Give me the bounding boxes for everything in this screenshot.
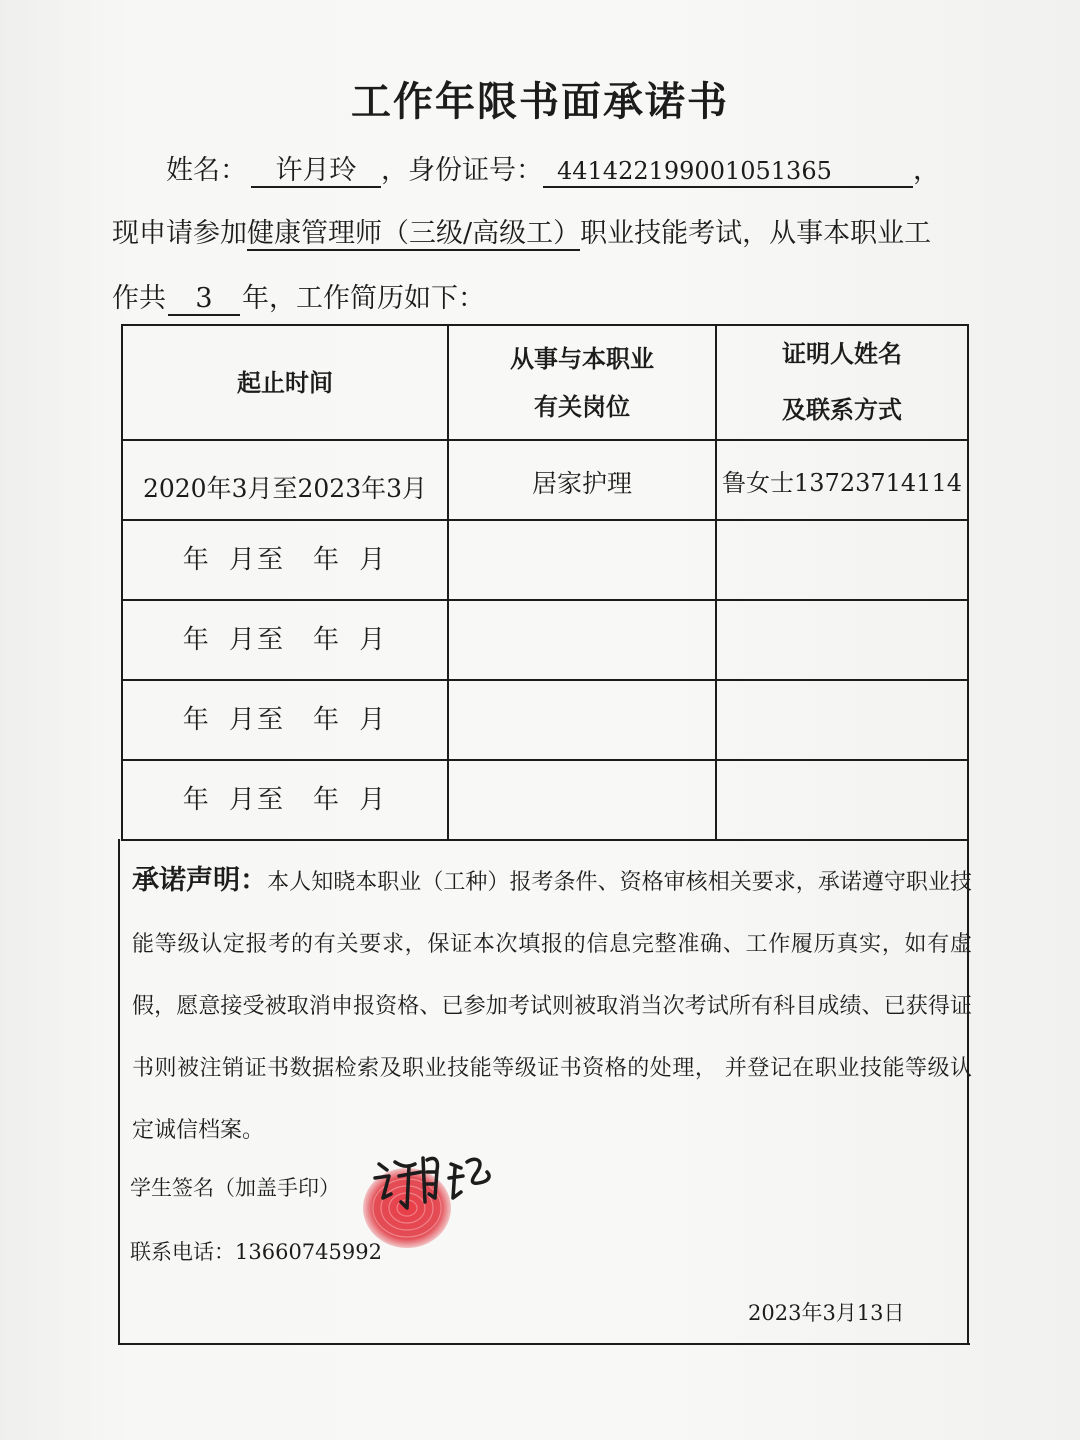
table-row-position [449, 441, 715, 519]
row-1-position: 居家护理 [531, 469, 632, 498]
header-witness-line2: 及联系方式 [782, 395, 902, 424]
table-row-period [123, 681, 447, 759]
row-3-period: 年 月至 年 月 [182, 624, 388, 655]
phone-line [130, 1236, 382, 1266]
header-position [449, 326, 715, 439]
pledge-title: 承诺声明： [132, 865, 268, 896]
years-value: 3 [168, 283, 240, 316]
years-suffix: 年，工作简历如下： [242, 283, 485, 314]
table-row-period [123, 521, 447, 599]
table-border-right [967, 324, 969, 1345]
apply-suffix: 职业技能考试，从事本职业工 [580, 218, 932, 249]
id-label: ，身份证号： [381, 155, 543, 186]
table-row-witness [717, 441, 967, 519]
row-4-period: 年 月至 年 月 [182, 704, 388, 735]
document-title: 工作年限书面承诺书 [351, 79, 729, 125]
row-2-period: 年 月至 年 月 [182, 544, 388, 575]
intro-line-3 [112, 283, 485, 316]
pledge-body: 本人知晓本职业（工种）报考条件、资格审核相关要求，承诺遵守职业技能等级认定报考的有关要求，保证本次填报的信息完整准确、工作履历真实，如有虚假，愿意接受被取消申报资格、已参加考试则被取消当次考试所有科目成绩、已获得证书则被注销证书数据检索及职业技能等级证书资格的处理， 并登记在职业技能等级认定诚信档案。 [132, 870, 972, 1143]
intro-line-1 [166, 155, 940, 188]
table-row-period [123, 761, 447, 839]
phone-label: 联系电话： [130, 1240, 235, 1264]
pledge-statement [132, 850, 972, 1162]
header-period-label: 起止时间 [237, 368, 333, 397]
id-suffix: ， [913, 155, 940, 186]
row-1-witness: 鲁女士13723714114 [722, 469, 962, 497]
header-witness [717, 326, 967, 439]
name-value: 许月玲 [251, 155, 381, 188]
header-witness-line1: 证明人姓名 [782, 340, 902, 369]
sign-date: 2023年3月13日 [748, 1301, 905, 1325]
phone-value: 13660745992 [235, 1240, 382, 1264]
header-position-line1: 从事与本职业 [510, 344, 654, 373]
table-row-period [123, 441, 447, 519]
apply-prefix: 现申请参加 [112, 218, 247, 249]
table-row-period [123, 601, 447, 679]
signature-label: 学生签名（加盖手印） [130, 1176, 340, 1200]
frame-border-left [118, 839, 120, 1345]
name-label: 姓名： [166, 155, 247, 186]
header-position-line2: 有关岗位 [534, 392, 630, 421]
intro-line-2 [112, 218, 931, 249]
table-rule [121, 839, 969, 841]
years-prefix: 作共 [112, 283, 166, 314]
row-1-period: 2020年3月至2023年3月 [142, 473, 428, 503]
id-number-value: 441422199001051365 [543, 158, 913, 188]
handwritten-signature [365, 1142, 495, 1232]
row-5-period: 年 月至 年 月 [182, 784, 388, 815]
exam-name: 健康管理师（三级/高级工） [247, 218, 581, 249]
frame-border-bottom [118, 1343, 970, 1345]
header-period [123, 326, 447, 439]
